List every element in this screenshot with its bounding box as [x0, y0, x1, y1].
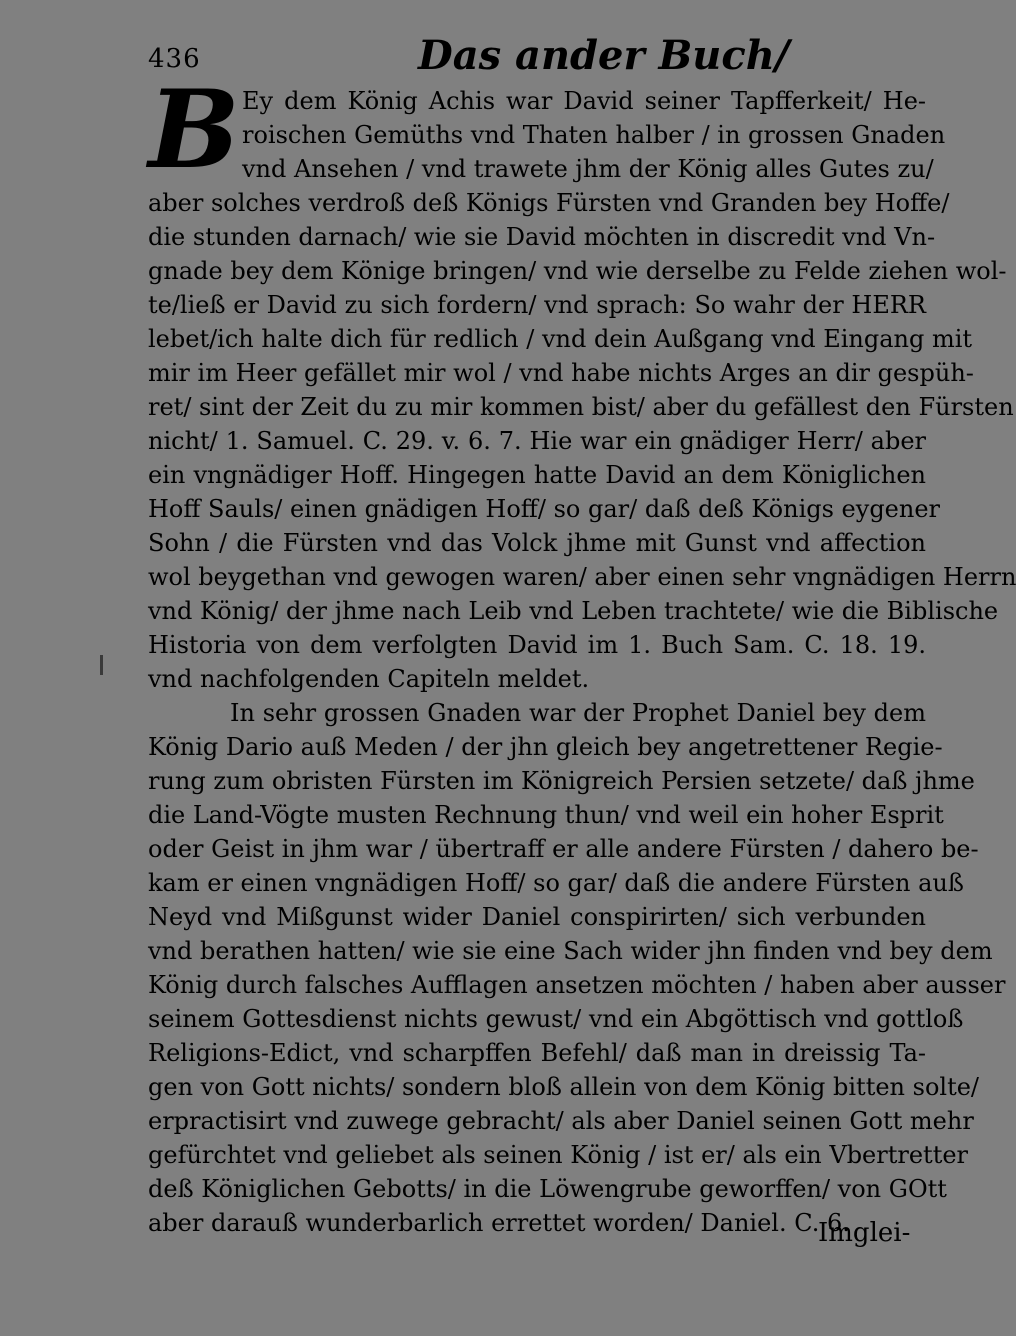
text-line: erpractisirt vnd zuwege gebracht/ als aber Daniel seinen Gott mehr [148, 1107, 974, 1135]
text-line: oder Geist in jhm war / übertraff er alle andere Fürsten / dahero be- [148, 835, 979, 863]
text-line: deß Königlichen Gebotts/ in die Löwengrube geworffen/ von GOtt [148, 1175, 947, 1203]
running-title: Das ander Buch/ [418, 32, 790, 79]
text-line: seinem Gottesdienst nichts gewust/ vnd ein Abgöttisch vnd gottloß [148, 1005, 964, 1033]
text-line: Neyd vnd Mißgunst wider Daniel conspirirten/ sich verbunden [148, 903, 926, 931]
text-line: aber darauß wunderbarlich errettet worden/ Daniel. C. 6. [148, 1209, 850, 1237]
text-line: König durch falsches Aufflagen ansetzen möchten / haben aber ausser [148, 971, 1006, 999]
text-line: mir im Heer gefället mir wol / vnd habe nichts Arges an dir gespüh- [148, 359, 974, 387]
text-line: ein vngnädiger Hoff. Hingegen hatte David an dem Königlichen [148, 461, 926, 489]
text-line: aber solches verdroß deß Königs Fürsten vnd Granden bey Hoffe/ [148, 189, 950, 217]
catchword: Imglei- [818, 1218, 911, 1248]
text-line: die Land-Vögte musten Rechnung thun/ vnd weil ein hoher Esprit [148, 801, 944, 829]
text-line: gen von Gott nichts/ sondern bloß allein von dem König bitten solte/ [148, 1073, 980, 1101]
text-line: die stunden darnach/ wie sie David möchten in discredit vnd Vn- [148, 223, 936, 251]
text-line: Sohn / die Fürsten vnd das Volck jhme mit Gunst vnd affection [148, 529, 926, 557]
text-line: vnd König/ der jhme nach Leib vnd Leben trachtete/ wie die Biblische [148, 597, 999, 625]
margin-mark [100, 655, 103, 675]
text-line: te/ließ er David zu sich fordern/ vnd sprach: So wahr der HERR [148, 291, 926, 319]
text-line: Historia von dem verfolgten David im 1. Buch Sam. C. 18. 19. [148, 631, 926, 659]
text-line: König Dario auß Meden / der jhn gleich bey angetrettener Regie- [148, 733, 943, 761]
text-line: wol beygethan vnd gewogen waren/ aber einen sehr vngnädigen Herrn [148, 563, 1016, 591]
text-line: Hoff Sauls/ einen gnädigen Hoff/ so gar/ daß deß Königs eygener [148, 495, 941, 523]
text-line: kam er einen vngnädigen Hoff/ so gar/ daß die andere Fürsten auß [148, 869, 964, 897]
text-line: gefürchtet vnd geliebet als seinen König / ist er/ als ein Vbertretter [148, 1141, 969, 1169]
drop-cap-initial: B [148, 67, 240, 193]
text-line: vnd berathen hatten/ wie sie eine Sach wider jhn finden vnd bey dem [148, 937, 993, 965]
text-line: lebet/ich halte dich für redlich / vnd dein Außgang vnd Eingang mit [148, 325, 973, 353]
text-line: nicht/ 1. Samuel. C. 29. v. 6. 7. Hie war ein gnädiger Herr/ aber [148, 427, 926, 455]
text-line: vnd Ansehen / vnd trawete jhm der König alles Gutes zu/ [242, 155, 934, 183]
text-line: gnade bey dem Könige bringen/ vnd wie derselbe zu Felde ziehen wol- [148, 257, 1007, 285]
text-line: ret/ sint der Zeit du zu mir kommen bist/ aber du gefällest den Fürsten [148, 393, 1014, 421]
text-line: Ey dem König Achis war David seiner Tapfferkeit/ He- [242, 87, 926, 115]
text-line: Religions-Edict, vnd scharpffen Befehl/ daß man in dreissig Ta- [148, 1039, 926, 1067]
text-line: roischen Gemüths vnd Thaten halber / in grossen Gnaden [242, 121, 946, 149]
page-number: 436 [148, 44, 201, 74]
page-header [148, 30, 928, 82]
text-line: rung zum obristen Fürsten im Königreich Persien setzete/ daß jhme [148, 767, 975, 795]
text-line: In sehr grossen Gnaden war der Prophet Daniel bey dem [230, 699, 926, 727]
text-line: vnd nachfolgenden Capiteln meldet. [148, 665, 590, 693]
